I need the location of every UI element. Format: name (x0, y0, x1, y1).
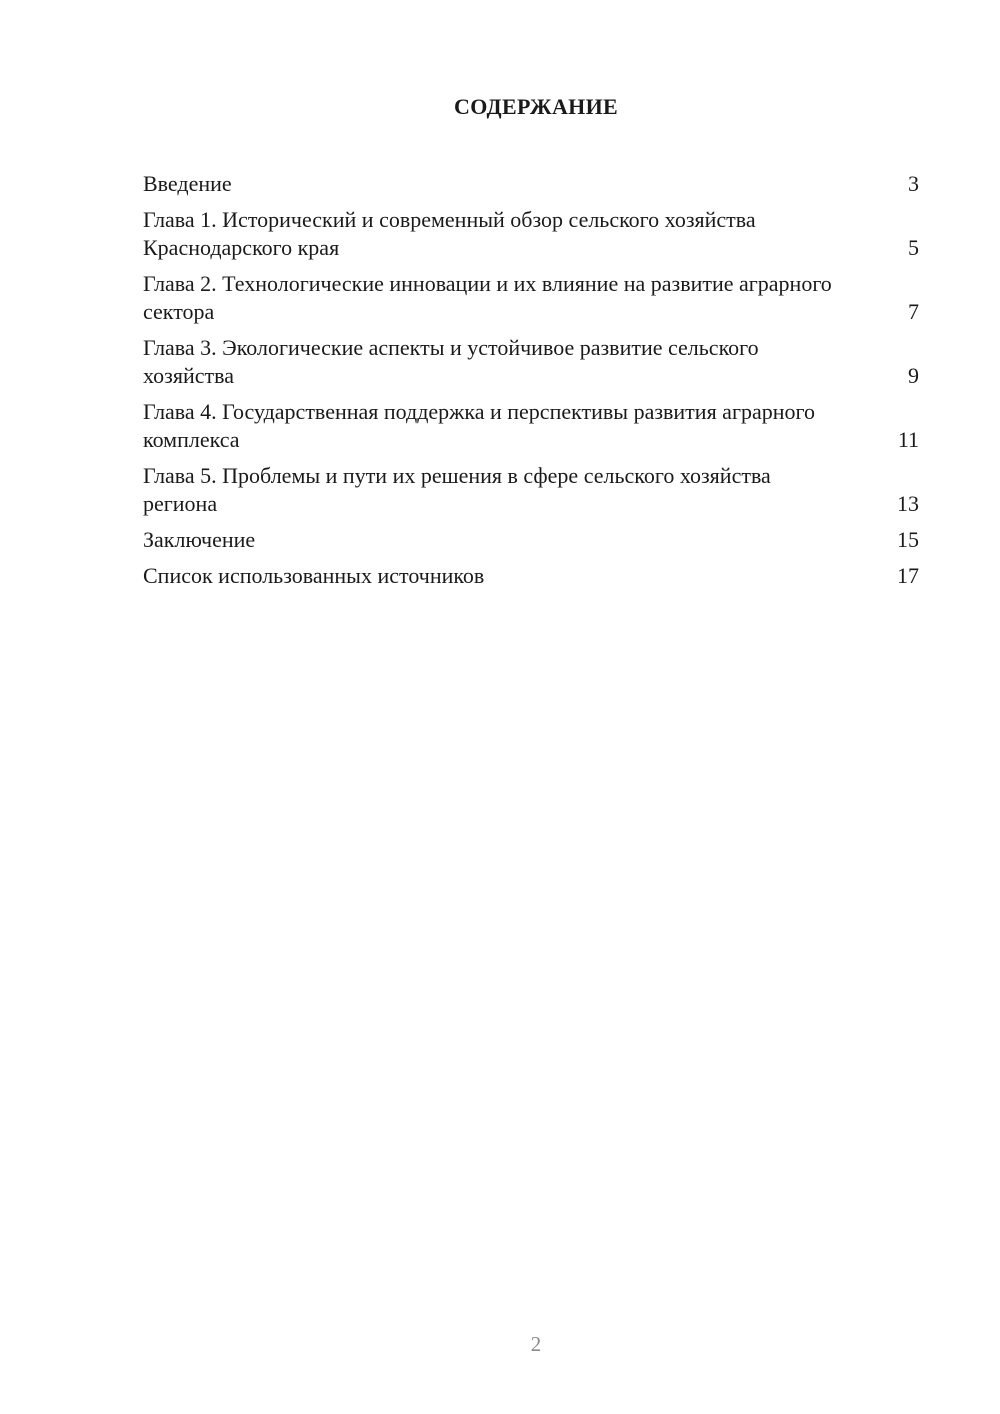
toc-entry-page: 7 (908, 299, 919, 324)
toc-entry-conclusion (143, 526, 919, 554)
toc-entry-title: Глава 3. Экологические аспекты и устойчивое развитие сельского хозяйства (143, 335, 759, 388)
toc-entry-chapter-2 (143, 270, 919, 326)
toc-entry-references (143, 562, 919, 590)
toc-entry-title: Список использованных источников (143, 563, 485, 588)
toc-entry-page: 9 (908, 363, 919, 388)
toc-entry-page: 13 (897, 491, 919, 516)
toc-entry-introduction (143, 170, 919, 198)
toc-entry-chapter-4 (143, 398, 919, 454)
toc-entry-page: 15 (897, 527, 919, 552)
toc-entry-chapter-3 (143, 334, 919, 390)
toc-entry-page: 17 (897, 563, 919, 588)
toc-entry-chapter-5 (143, 462, 919, 518)
toc-entry-page: 3 (908, 171, 919, 196)
toc-entry-title: Глава 5. Проблемы и пути их решения в сфере сельского хозяйства региона (143, 463, 771, 516)
toc-entry-page: 5 (908, 235, 919, 260)
toc-entry-title: Глава 1. Исторический и современный обзор сельского хозяйства Краснодарского края (143, 207, 756, 260)
page-title: СОДЕРЖАНИЕ (454, 94, 618, 119)
table-of-contents (143, 170, 919, 598)
toc-entry-page: 11 (897, 427, 919, 452)
toc-entry-title: Глава 2. Технологические инновации и их влияние на развитие аграрного сектора (143, 271, 832, 324)
toc-entry-chapter-1 (143, 206, 919, 262)
page-number: 2 (530, 1332, 542, 1356)
toc-entry-title: Глава 4. Государственная поддержка и перспективы развития аграрного комплекса (143, 399, 815, 452)
toc-entry-title: Заключение (143, 527, 256, 552)
toc-entry-title: Введение (143, 171, 232, 196)
